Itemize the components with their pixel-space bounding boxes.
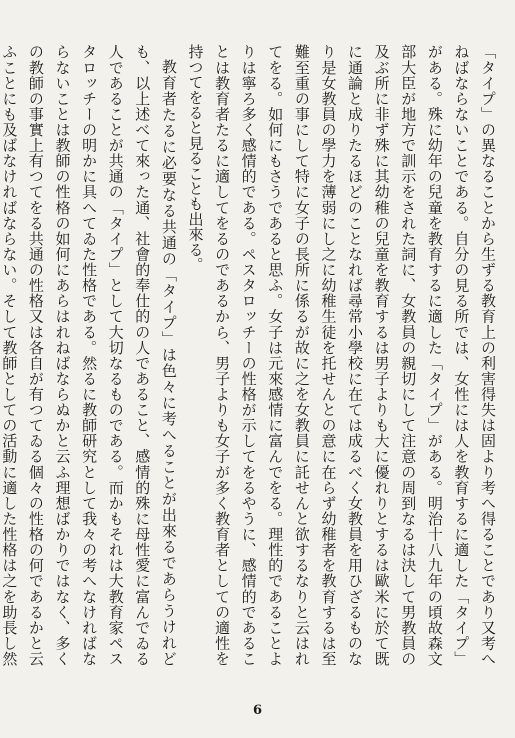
paragraph: 「タイプ」の異なることから生ずる教育上の利害得失は固より考へ得ることであり又考へねばならないことである。自分の見る所では、女性には人を教育するに適した「タイプ」がある。殊に幼年の兒童を教育するに適した「タイプ」がある。明治十八九年の頃故森文部大臣が地方で訓示をされた詞に、女教員の親切にして注意の周到なるは決して男教員の及ぶ所に非ず殊に其幼稚の兒童を教育するは男子よりも大に優れりとするは歐米に於て既に通論と成りたるほどのことなれば尋常小學校に在ては成るべく女教員を用ひざるものなり是女教員の學力を薄弱にし之に幼稚生徒を托せんとの意に在らず幼稚者を教育するは至難至重の事にして特に女子の長所に係るが故に之を女教員に託せんと欲するなりと云はれてをる。如何にもさうであると思ふ。女子は元來感情に富んでをる。理性的であることよりは寧ろ多く感情的である。ペスタロッチーの性格が示してをるやうに、感情的であることは教育者たるに適してをるのであるから、男子よりも女子が多く教育者としての適性を持つてをると見ることも出來る。: [186, 44, 497, 666]
page-number: 6: [252, 703, 263, 718]
body-text: [0, 44, 501, 666]
paragraph: 教育者たるに必要なる共通の「タイプ」は色々に考へることが出來るであらうけれども、以上述べて來った通、社會的奉仕的の人であること、感情的殊に母性愛に富んでゐる人であることが共通の「タイプ」として大切なるものである。而かもそれは大教育家ペスタロッチーの明かに具へてゐた性格である。然るに教師研究として我々の考へなければならないことは教師の性格の如何にあらはれねばならぬかと云ふ理想ばかりではなく、多くの教師の事實上有つてをる共通の性格又は各自が有つてゐる個々の性格の何であるかと云ふことにも及ばなければならない。そして教師としての活動に適した性格は之を助長し然: [0, 44, 178, 666]
